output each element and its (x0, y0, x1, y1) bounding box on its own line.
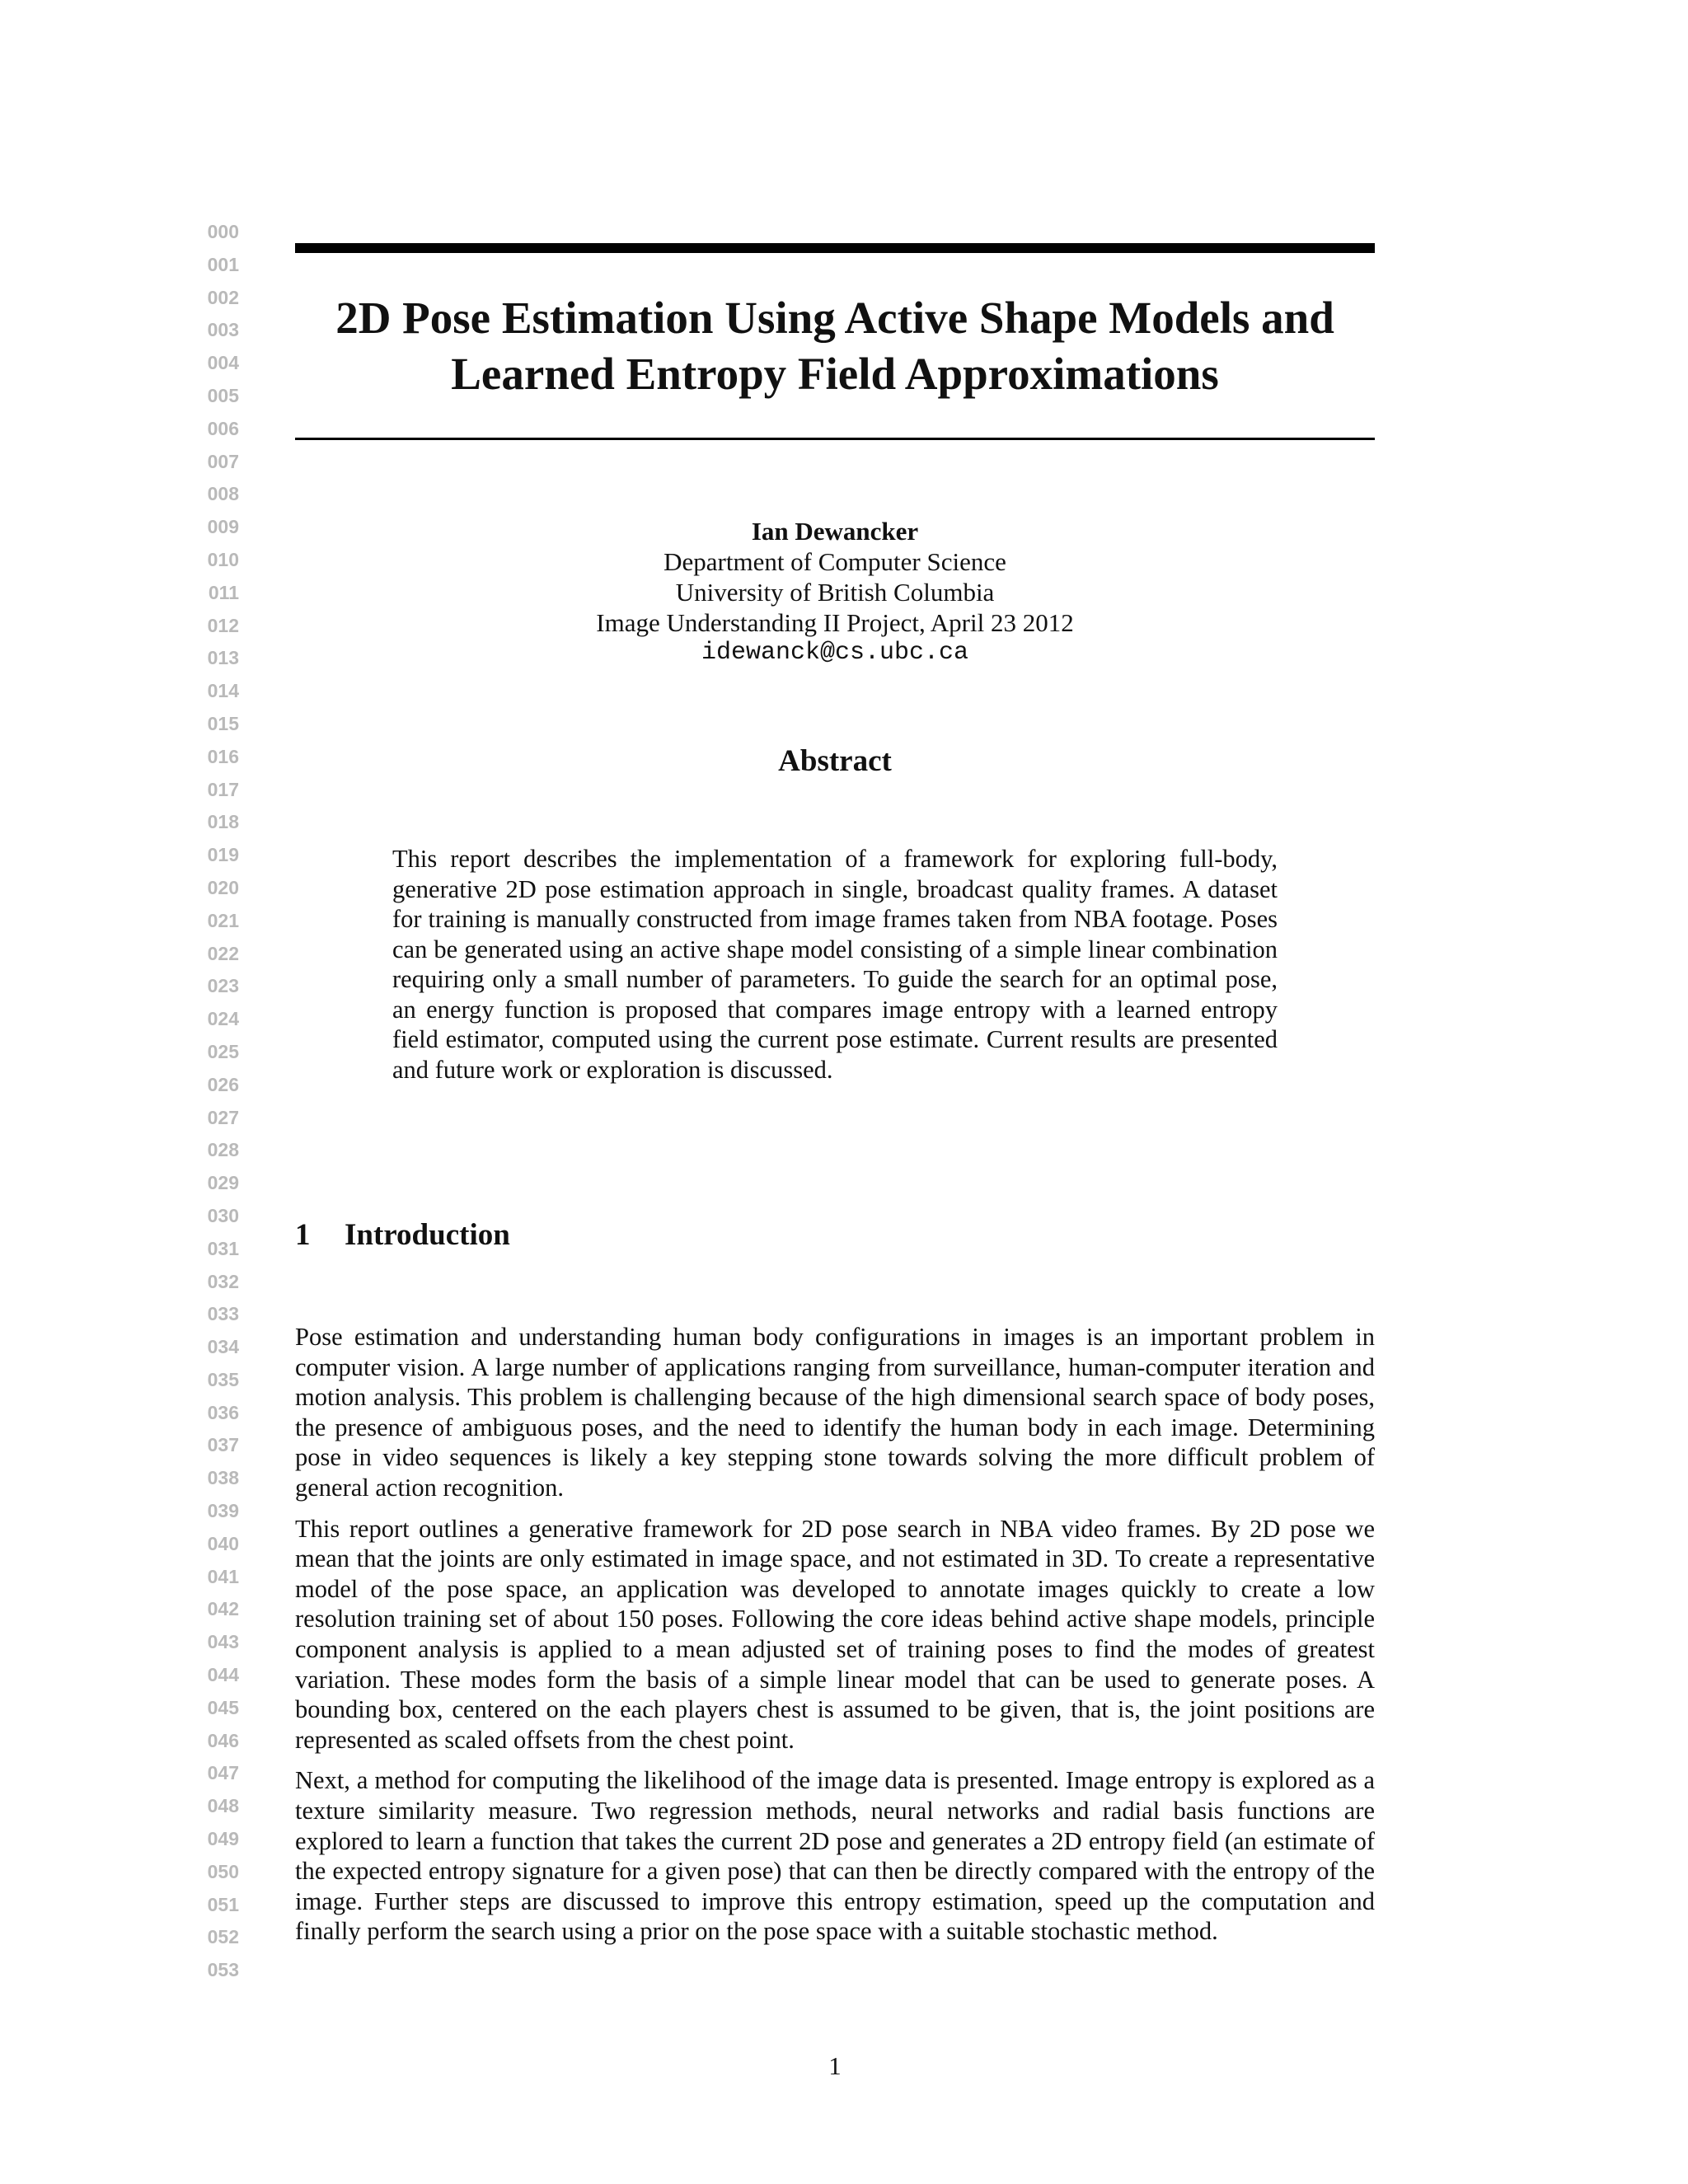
top-rule (295, 243, 1375, 253)
line-number: 010 (207, 548, 239, 570)
line-number: 039 (207, 1500, 239, 1522)
bottom-rule (295, 438, 1375, 440)
line-number: 051 (207, 1893, 239, 1915)
page-number: 1 (828, 2051, 842, 2080)
line-number: 016 (207, 745, 239, 767)
author-project: Image Understanding II Project, April 23 2012 (596, 608, 1074, 637)
line-number: 011 (208, 581, 239, 603)
title-line-1: 2D Pose Estimation Using Active Shape Models and (335, 293, 1334, 343)
line-numbers (198, 216, 239, 1987)
line-number: 032 (207, 1270, 239, 1292)
line-number: 000 (207, 221, 239, 242)
line-number: 041 (207, 1565, 239, 1587)
line-number: 047 (207, 1762, 239, 1784)
paper-title (295, 290, 1375, 402)
line-number: 003 (207, 319, 239, 341)
line-number: 008 (207, 483, 239, 505)
line-number: 012 (207, 614, 239, 636)
line-number: 023 (207, 975, 239, 997)
line-number: 024 (207, 1008, 239, 1030)
line-number: 025 (207, 1040, 239, 1062)
line-number: 035 (207, 1368, 239, 1390)
line-number: 014 (207, 680, 239, 702)
line-number: 007 (207, 450, 239, 472)
line-number: 013 (207, 647, 239, 669)
line-number: 050 (207, 1860, 239, 1882)
line-number: 018 (207, 811, 239, 833)
line-number: 005 (207, 384, 239, 406)
line-number: 042 (207, 1598, 239, 1620)
line-number: 040 (207, 1532, 239, 1554)
abstract-text: This report describes the implementation of a framework for exploring full-body, generative 2D pose estimation approach in single, broadcast quality frames. A dataset for training is manually constructed from image frames taken from NBA footage. Poses can be generated using an active shape model consisting of a simple linear combination requiring only a small number of parameters. To guide the search for an optimal pose, an energy function is proposed that compares image entropy with a learned entropy field estimator, computed using the current pose estimate. Current results are presented and future work or exploration is discussed. (392, 845, 1278, 1084)
line-number: 044 (207, 1664, 239, 1686)
introduction-body (295, 1322, 1375, 1957)
section-number: 1 (295, 1218, 311, 1252)
line-number: 029 (207, 1172, 239, 1194)
line-number: 045 (207, 1696, 239, 1718)
line-number: 043 (207, 1631, 239, 1653)
line-number: 017 (207, 778, 239, 800)
line-number: 019 (207, 844, 239, 866)
line-number: 049 (207, 1828, 239, 1850)
line-number: 028 (207, 1139, 239, 1161)
title-line-2: Learned Entropy Field Approximations (451, 349, 1219, 399)
line-number: 030 (207, 1204, 239, 1226)
line-number: 006 (207, 417, 239, 439)
line-number: 052 (207, 1926, 239, 1948)
line-number: 001 (207, 253, 239, 275)
line-number: 038 (207, 1467, 239, 1489)
line-number: 015 (207, 712, 239, 734)
author-name: Ian Dewancker (751, 517, 919, 546)
line-number: 002 (207, 286, 239, 308)
section-heading-introduction (295, 1216, 1375, 1255)
line-number: 048 (207, 1795, 239, 1817)
paragraph: This report outlines a generative framework for 2D pose search in NBA video frames. By 2D pose we mean that the joints are only estimated in image space, and not estimated in 3D. To create a representative model of the pose space, an application was developed to annotate images quickly to create a low resolution training set of about 150 poses. Following the core ideas behind active shape models, principle component analysis is applied to a mean adjusted set of training poses to find the modes of greatest variation. These modes form the basis of a simple linear model that can be used to generate poses. A bounding box, centered on the each players chest is assumed to be given, that is, the joint positions are represented as scaled offsets from the chest point. (295, 1514, 1375, 1754)
line-number: 034 (207, 1336, 239, 1358)
paragraph: Next, a method for computing the likelihood of the image data is presented. Image entropy is explored as a texture similarity measure. Two regression methods, neural networks and radial basis functions are explored to learn a function that takes the current 2D pose and generates a 2D entropy field (an estimate of the expected entropy signature for a given pose) that can then be directly compared with the entropy of the image. Further steps are discussed to improve this entropy estimation, speed up the computation and finally perform the search using a prior on the pose space with a suitable stochastic method. (295, 1766, 1375, 1946)
abstract-heading: Abstract (778, 744, 892, 778)
line-number: 020 (207, 876, 239, 898)
line-number: 004 (207, 352, 239, 374)
line-number: 033 (207, 1303, 239, 1325)
line-number: 022 (207, 942, 239, 964)
line-number: 037 (207, 1434, 239, 1456)
author-department: Department of Computer Science (663, 547, 1006, 576)
line-number: 036 (207, 1401, 239, 1423)
line-number: 046 (207, 1729, 239, 1751)
line-number: 031 (207, 1237, 239, 1259)
line-number: 026 (207, 1073, 239, 1095)
line-number: 021 (207, 909, 239, 931)
author-email: idewanck@cs.ubc.ca (701, 639, 969, 667)
line-number: 009 (207, 516, 239, 538)
section-title: Introduction (345, 1218, 510, 1252)
paragraph: Pose estimation and understanding human body configurations in images is an important problem in computer vision. A large number of applications ranging from surveillance, human-computer iteration and motion analysis. This problem is challenging because of the high dimensional search space of body poses, the presence of ambiguous poses, and the need to identify the human body in each image. Determining pose in video sequences is likely a key stepping stone towards solving the more difficult problem of general action recognition. (295, 1323, 1375, 1502)
author-block (295, 516, 1375, 668)
author-university: University of British Columbia (675, 578, 995, 607)
line-number: 053 (207, 1959, 239, 1981)
line-number: 027 (207, 1106, 239, 1128)
